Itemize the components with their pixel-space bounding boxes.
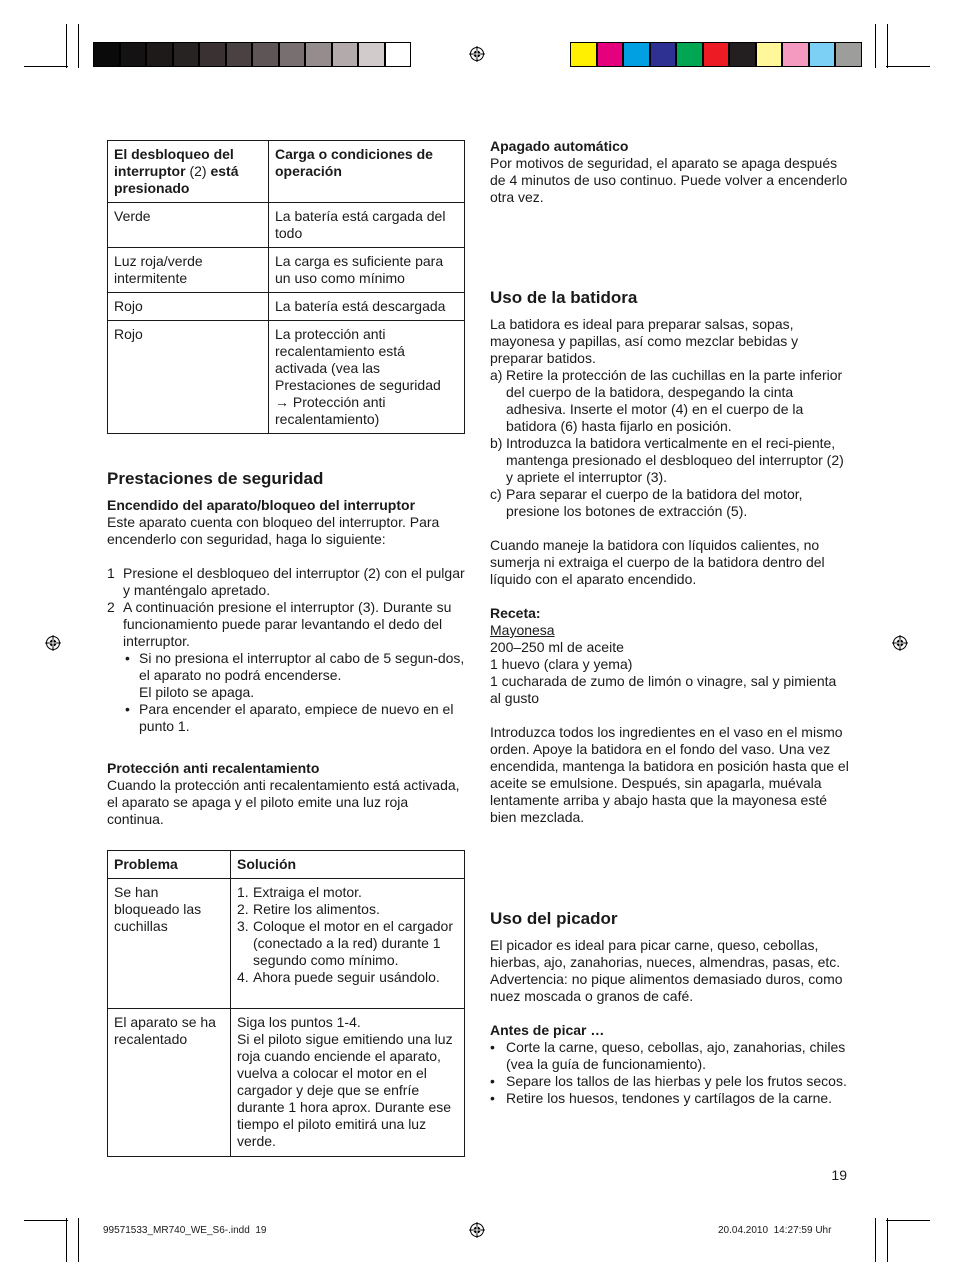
section-heading: Uso del picador <box>490 909 618 928</box>
registration-mark-icon <box>469 1222 485 1238</box>
color-swatch <box>305 42 332 67</box>
color-swatch <box>809 42 836 67</box>
table-cell: Verde <box>108 203 269 248</box>
table-cell: Rojo <box>108 321 269 434</box>
paragraph: Este aparato cuenta con bloqueo del interruptor. Para encenderlo con seguridad, haga lo siguiente: <box>107 514 440 547</box>
subsection-heading: Protección anti recalentamiento <box>107 760 320 776</box>
list-item: 2. Retire los alimentos. <box>237 901 380 917</box>
footer-timestamp: 20.04.2010 14:27:59 Uhr <box>718 1225 832 1236</box>
list-item: • Si no presiona el interruptor al cabo de 5 segun-dos, el aparato no podrá encenderse. El piloto se apaga. <box>125 650 465 700</box>
table-cell: Se han bloqueado las cuchillas <box>108 879 231 1009</box>
list-item: 1 Presione el desbloqueo del interruptor (2) con el pulgar y manténgalo apretado. <box>107 565 465 598</box>
color-swatch <box>756 42 783 67</box>
table-cell: Siga los puntos 1-4. Si el piloto sigue emitiendo una luz roja cuando enciende el aparato, vuelva a colocar el motor en el cargador y deje que se enfríe durante 1 hora aprox. Durante ese tiempo el piloto emitirá una luz verde. <box>231 1009 465 1157</box>
table-row <box>108 879 465 1009</box>
list-item: 4. Ahora puede seguir usándolo. <box>237 969 440 985</box>
list-item: b) Introduzca la batidora verticalmente en el reci-piente, mantenga presionado el desbloqueo del interruptor (2) y apriete el interruptor (3). <box>490 435 844 485</box>
problem-table-header-solution: Solución <box>231 851 465 879</box>
registration-mark-icon <box>892 635 908 651</box>
status-table-wrapper <box>107 140 465 434</box>
recipe-heading: Receta: <box>490 605 541 621</box>
table-cell: La batería está descargada <box>269 293 465 321</box>
paragraph: La batidora es ideal para preparar salsas, sopas, mayonesa y papillas, así como mezclar bebidas y preparar batidos. <box>490 316 799 366</box>
problem-table-wrapper <box>107 850 465 1157</box>
safety-section <box>107 469 465 828</box>
paragraph: Por motivos de seguridad, el aparato se apaga después de 4 minutos de uso continuo. Puede volver a encenderlo otra vez. <box>490 155 848 205</box>
table-row <box>108 248 465 293</box>
registration-mark-icon <box>469 46 485 62</box>
footer-file-info: 99571533_MR740_WE_S6-.indd 19 <box>103 1225 267 1236</box>
paragraph: Introduzca todos los ingredientes en el vaso en el mismo orden. Apoye la batidora en el fondo del vaso. Una vez encendida, mantenga la batidora en posición hasta que el aceite se emulsione. Después, sin apagarla, muévala lentamente arriba y abajo hasta que la mayonesa esté bien mezclada. <box>490 724 849 825</box>
color-swatch <box>332 42 359 67</box>
color-swatch <box>120 42 147 67</box>
bullet-icon: • <box>125 701 130 717</box>
color-swatch <box>729 42 756 67</box>
registration-mark-icon <box>45 635 61 651</box>
list-item: c) Para separar el cuerpo de la batidora del motor, presione los botones de extracción (5). <box>490 486 803 519</box>
status-table-header-condition: Carga o condiciones de operación <box>269 141 465 203</box>
recipe-name: Mayonesa <box>490 622 555 638</box>
color-swatch <box>358 42 385 67</box>
paragraph: Cuando la protección anti recalentamiento está activada, el aparato se apaga y el piloto emite una luz roja continua. <box>107 777 460 827</box>
list-item: • Retire los huesos, tendones y cartílagos de la carne. <box>490 1090 833 1106</box>
table-row <box>108 1009 465 1157</box>
list-item: a) Retire la protección de las cuchillas en la parte inferior del cuerpo de la batidora, despegando la cinta adhesiva. Inserte el motor (4) en el cuerpo de la batidora (6) hasta fijarlo en posición. <box>490 367 843 434</box>
paragraph: El picador es ideal para picar carne, queso, cebollas, hierbas, ajo, zanahorias, nueces, almendras, pasas, etc. <box>490 937 841 970</box>
list-item: 2 A continuación presione el interruptor (3). Durante su funcionamiento puede parar levantando el dedo del interruptor. <box>107 599 452 649</box>
color-swatch <box>385 42 412 67</box>
ingredient: 200–250 ml de aceite <box>490 639 624 655</box>
subsection-heading: Apagado automático <box>490 138 629 154</box>
table-cell <box>231 879 465 1009</box>
table-cell: La carga es suficiente para un uso como mínimo <box>269 248 465 293</box>
status-table-header-switch: El desbloqueo del interruptor (2) está presionado <box>108 141 269 203</box>
color-swatch <box>226 42 253 67</box>
problem-table-header-problem: Problema <box>108 851 231 879</box>
color-swatch <box>93 42 120 67</box>
color-swatch <box>623 42 650 67</box>
color-swatch <box>279 42 306 67</box>
section-heading: Uso de la batidora <box>490 288 638 307</box>
color-swatch <box>570 42 597 67</box>
bullet-icon: • <box>490 1073 495 1089</box>
paragraph: Advertencia: no pique alimentos demasiado duros, como nuez moscada o granos de café. <box>490 971 843 1004</box>
list-item: • Separe los tallos de las hierbas y pele los frutos secos. <box>490 1073 847 1089</box>
color-swatch <box>782 42 809 67</box>
color-swatch <box>199 42 226 67</box>
color-swatch <box>597 42 624 67</box>
color-swatch <box>835 42 862 67</box>
list-item: • Para encender el aparato, empiece de nuevo en el punto 1. <box>125 701 454 734</box>
color-swatch <box>650 42 677 67</box>
ingredient: 1 cucharada de zumo de limón o vinagre, sal y pimienta al gusto <box>490 673 837 706</box>
table-cell: La protección anti recalentamiento está activada (vea las Prestaciones de seguridad → Protección anti recalentamiento) <box>269 321 465 434</box>
auto-off-section <box>490 138 850 206</box>
list-item: 1. Extraiga el motor. <box>237 884 362 900</box>
table-cell: El aparato se ha recalentado <box>108 1009 231 1157</box>
table-row <box>108 293 465 321</box>
paragraph: Cuando maneje la batidora con líquidos calientes, no sumerja ni extraiga el cuerpo de la batidora dentro del líquido con el aparato encendido. <box>490 537 825 587</box>
subsection-heading: Encendido del aparato/bloqueo del interruptor <box>107 497 416 513</box>
list-item: 3. Coloque el motor en el cargador (conectado a la red) durante 1 segundo como mínimo. <box>237 918 454 968</box>
color-swatch <box>173 42 200 67</box>
table-cell: Rojo <box>108 293 269 321</box>
table-cell: Luz roja/verde intermitente <box>108 248 269 293</box>
list-item: • Corte la carne, queso, cebollas, ajo, zanahorias, chiles (vea la guía de funcionamiento). <box>490 1039 846 1072</box>
color-swatch <box>676 42 703 67</box>
status-table <box>107 140 465 434</box>
color-swatch <box>252 42 279 67</box>
table-row <box>108 321 465 434</box>
bullet-icon: • <box>125 650 130 666</box>
bullet-icon: • <box>490 1039 495 1055</box>
blender-section <box>490 288 850 826</box>
bullet-icon: • <box>490 1090 495 1106</box>
table-cell: La batería está cargada del todo <box>269 203 465 248</box>
subsection-heading: Antes de picar … <box>490 1022 605 1038</box>
table-row <box>108 203 465 248</box>
problem-table <box>107 850 465 1157</box>
page-number: 19 <box>831 1167 847 1183</box>
color-swatch <box>703 42 730 67</box>
section-heading: Prestaciones de seguridad <box>107 469 324 488</box>
chopper-section <box>490 909 850 1107</box>
color-swatch <box>146 42 173 67</box>
ingredient: 1 huevo (clara y yema) <box>490 656 633 672</box>
